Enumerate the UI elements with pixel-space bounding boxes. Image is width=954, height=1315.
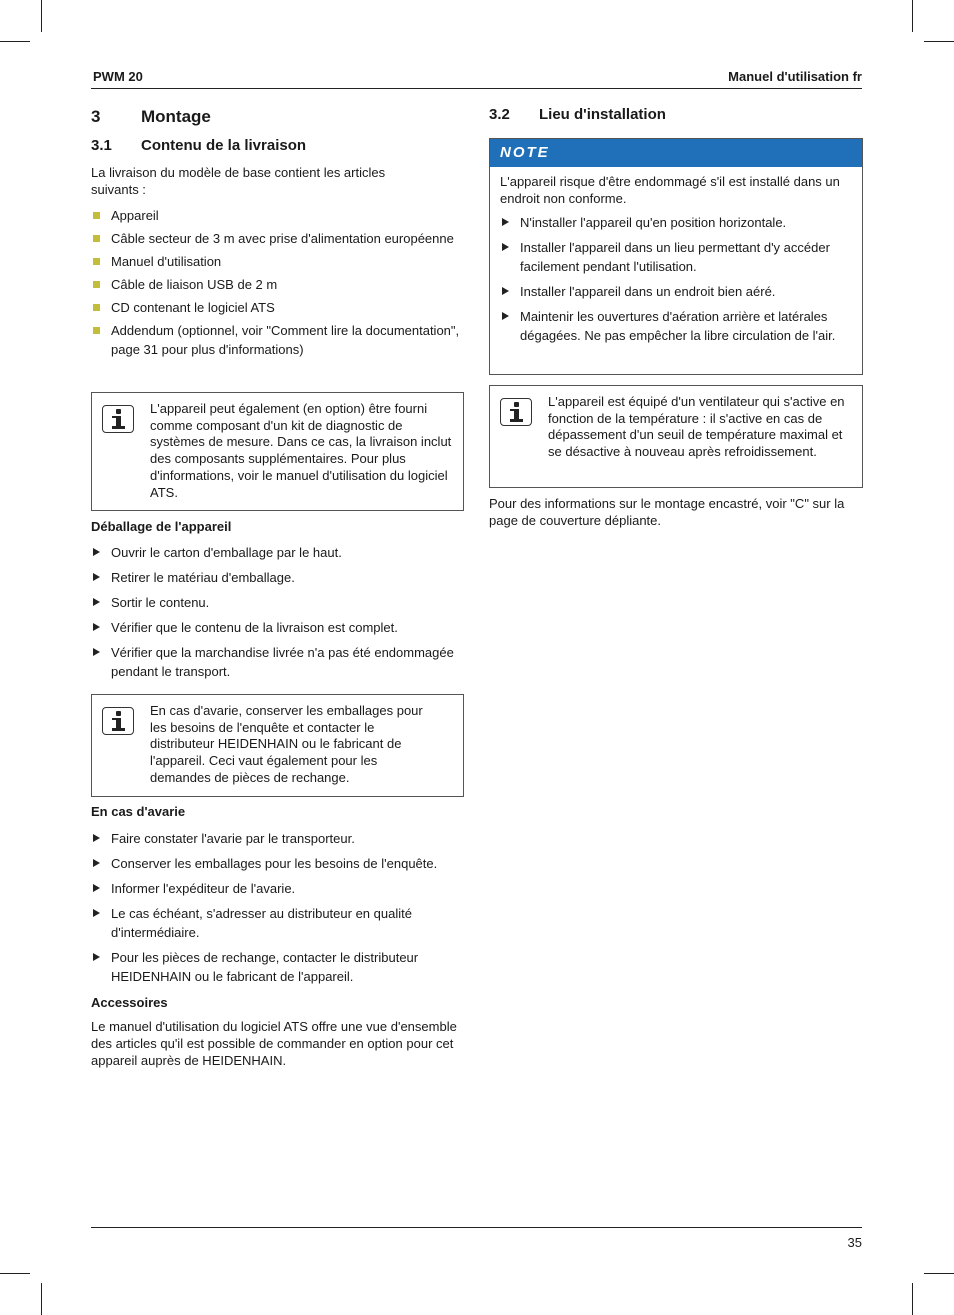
list-item: Retirer le matériau d'emballage. — [91, 568, 464, 587]
arrow-bullet-icon — [502, 312, 509, 320]
crop-mark — [41, 1283, 42, 1315]
note-box — [489, 138, 863, 375]
list-item: Ouvrir le carton d'emballage par le haut. — [91, 543, 464, 562]
crop-mark — [912, 1283, 913, 1315]
square-bullet-icon — [93, 258, 100, 265]
list-item: Manuel d'utilisation — [91, 252, 464, 271]
info-icon — [500, 398, 532, 426]
arrow-bullet-icon — [93, 573, 100, 581]
list-item: Faire constater l'avarie par le transporteur. — [91, 829, 464, 848]
arrow-bullet-icon — [502, 218, 509, 226]
damage-heading: En cas d'avarie — [91, 804, 186, 819]
list-item: Installer l'appareil dans un lieu permettant d'y accéder facilement pendant l'utilisation. — [500, 238, 854, 276]
section-number: 3.1 — [91, 137, 112, 154]
list-item: Installer l'appareil dans un endroit bien aéré. — [500, 282, 854, 301]
list-item: Addendum (optionnel, voir "Comment lire la documentation", page 31 pour plus d'informations) — [91, 321, 464, 359]
arrow-bullet-icon — [93, 548, 100, 556]
header-doc-title: Manuel d'utilisation fr — [728, 69, 862, 84]
note-steps-list — [500, 213, 854, 351]
footer-rule — [91, 1227, 862, 1228]
info-text: L'appareil est équipé d'un ventilateur qui s'active en fonction de la température : il s'active en cas de dépassement d'un seuil de température maximal et se désactive à nouveau après refroidissement. — [548, 394, 845, 460]
arrow-bullet-icon — [93, 623, 100, 631]
info-text: En cas d'avarie, conserver les emballages pour les besoins de l'enquête et contacter le distributeur HEIDENHAIN ou le fabricant de l'appareil. Ceci vaut également pour les demandes de pièces de rechange. — [150, 703, 423, 785]
note-label: NOTE — [490, 139, 862, 167]
crop-mark — [924, 1273, 954, 1274]
accessories-text: Le manuel d'utilisation du logiciel ATS offre une vue d'ensemble des articles qu'il est possible de commander en option pour cet appareil auprès de HEIDENHAIN. — [91, 1019, 457, 1068]
arrow-bullet-icon — [93, 884, 100, 892]
arrow-bullet-icon — [93, 648, 100, 656]
arrow-bullet-icon — [93, 909, 100, 917]
header-product: PWM 20 — [93, 69, 143, 84]
square-bullet-icon — [93, 212, 100, 219]
damage-steps-list — [91, 829, 464, 992]
list-item: Sortir le contenu. — [91, 593, 464, 612]
square-bullet-icon — [93, 327, 100, 334]
section-3-heading — [91, 107, 464, 129]
list-item: Câble secteur de 3 m avec prise d'alimentation européenne — [91, 229, 464, 248]
unpacking-steps-list — [91, 543, 464, 687]
section-3-1-heading — [91, 137, 464, 157]
section-number: 3 — [91, 107, 101, 126]
arrow-bullet-icon — [502, 287, 509, 295]
list-item: Pour les pièces de rechange, contacter le distributeur HEIDENHAIN ou le fabricant de l'appareil. — [91, 948, 464, 986]
list-item: CD contenant le logiciel ATS — [91, 298, 464, 317]
delivery-items-list — [91, 206, 464, 363]
square-bullet-icon — [93, 235, 100, 242]
info-icon — [102, 405, 134, 433]
info-box — [489, 385, 863, 488]
section-title: Montage — [141, 107, 211, 126]
crop-mark — [41, 0, 42, 32]
info-text: L'appareil peut également (en option) être fourni comme composant d'un kit de diagnostic de systèmes de mesure. Dans ce cas, la livraison inclut des composants supplémentaires. Pour plus d'informations, voir le manuel d'utilisation du logiciel ATS. — [150, 401, 452, 500]
info-icon — [102, 707, 134, 735]
crop-mark — [0, 41, 30, 42]
page-number: 35 — [847, 1235, 862, 1250]
page-header — [91, 68, 862, 89]
mounting-note: Pour des informations sur le montage encastré, voir "C" sur la page de couverture dépliante. — [489, 496, 845, 528]
arrow-bullet-icon — [93, 953, 100, 961]
accessories-heading: Accessoires — [91, 995, 168, 1010]
list-item: Informer l'expéditeur de l'avarie. — [91, 879, 464, 898]
list-item: Maintenir les ouvertures d'aération arrière et latérales dégagées. Ne pas empêcher la libre circulation de l'air. — [500, 307, 854, 345]
info-box — [91, 392, 464, 511]
list-item: Le cas échéant, s'adresser au distributeur en qualité d'intermédiaire. — [91, 904, 464, 942]
arrow-bullet-icon — [93, 859, 100, 867]
note-intro: L'appareil risque d'être endommagé s'il est installé dans un endroit non conforme. — [500, 174, 840, 206]
list-item: Conserver les emballages pour les besoins de l'enquête. — [91, 854, 464, 873]
square-bullet-icon — [93, 304, 100, 311]
list-item: Vérifier que la marchandise livrée n'a pas été endommagée pendant le transport. — [91, 643, 464, 681]
arrow-bullet-icon — [93, 834, 100, 842]
section-3-2-heading — [489, 106, 863, 126]
arrow-bullet-icon — [93, 598, 100, 606]
list-item: N'installer l'appareil qu'en position horizontale. — [500, 213, 854, 232]
crop-mark — [912, 0, 913, 32]
arrow-bullet-icon — [502, 243, 509, 251]
section-title: Contenu de la livraison — [141, 137, 307, 154]
section-number: 3.2 — [489, 106, 510, 123]
info-box — [91, 694, 464, 797]
list-item: Câble de liaison USB de 2 m — [91, 275, 464, 294]
square-bullet-icon — [93, 281, 100, 288]
crop-mark — [0, 1273, 30, 1274]
list-item: Vérifier que le contenu de la livraison est complet. — [91, 618, 464, 637]
unpacking-heading: Déballage de l'appareil — [91, 519, 232, 534]
delivery-intro: La livraison du modèle de base contient les articles suivants : — [91, 165, 386, 197]
list-item: Appareil — [91, 206, 464, 225]
section-title: Lieu d'installation — [539, 106, 666, 123]
crop-mark — [924, 41, 954, 42]
